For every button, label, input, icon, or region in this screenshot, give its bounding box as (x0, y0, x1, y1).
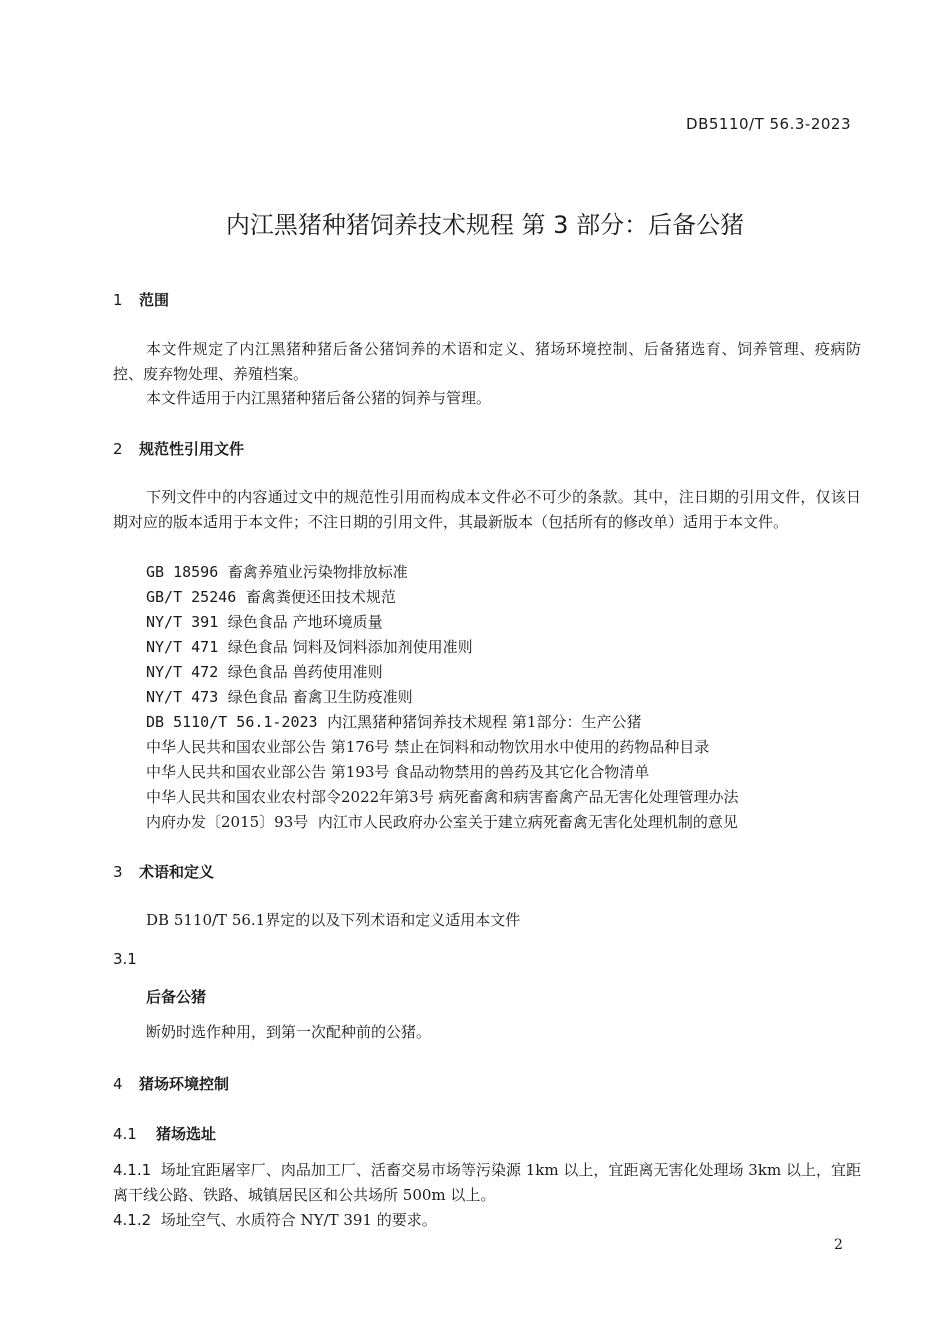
reference-name: 畜禽养殖业污染物排放标准 (227, 563, 408, 581)
reference-item (146, 760, 649, 785)
subsection-4-1-heading (113, 1123, 216, 1144)
section-1-paragraph-1: 本文件规定了内江黑猪种猪后备公猪饲养的术语和定义、猪场环境控制、后备猪选育、饲养管理、疫病防控、废弃物处理、养殖档案。 (113, 340, 861, 383)
reference-code: GB/T 25246 (146, 588, 237, 606)
reference-item (146, 660, 383, 685)
reference-item (146, 710, 641, 735)
reference-code: NY/T 471 (146, 638, 219, 656)
clause-4-1-2 (113, 1208, 861, 1233)
term-title: 后备公猪 (146, 988, 207, 1006)
reference-item (146, 735, 709, 760)
section-3-intro: DB 5110/T 56.1界定的以及下列术语和定义适用本文件 (146, 911, 521, 929)
subsection-number: 4.1 (113, 1125, 137, 1143)
reference-name: 内江市人民政府办公室关于建立病死畜禽无害化处理机制的意见 (317, 813, 738, 831)
section-2-intro: 下列文件中的内容通过文中的规范性引用而构成本文件必不可少的条款。其中，注日期的引用文件，仅该日期对应的版本适用于本文件；不注日期的引用文件，其最新版本（包括所有的修改单）适用于本文件。 (113, 488, 861, 531)
section-number: 4 (113, 1075, 123, 1093)
reference-name: 禁止在饲料和动物饮用水中使用的药物品种目录 (394, 738, 710, 756)
reference-item (146, 785, 739, 810)
section-title: 范围 (139, 291, 170, 309)
section-title: 术语和定义 (139, 863, 215, 881)
reference-item (146, 810, 738, 835)
reference-item (146, 610, 383, 635)
clause-number: 4.1.2 (113, 1211, 152, 1229)
reference-code: 内府办发〔2015〕93号 (146, 813, 309, 831)
section-number: 3 (113, 863, 123, 881)
reference-code: NY/T 472 (146, 663, 219, 681)
reference-name: 绿色食品 畜禽卫生防疫准则 (227, 688, 413, 706)
section-2-heading (113, 438, 244, 459)
reference-item (146, 635, 473, 660)
clause-number: 4.1.1 (113, 1161, 152, 1179)
clause-4-1-1 (113, 1158, 861, 1208)
reference-name: 病死畜禽和病害畜禽产品无害化处理管理办法 (438, 788, 739, 806)
section-1-heading (113, 289, 169, 310)
section-title: 猪场环境控制 (139, 1075, 230, 1093)
reference-name: 绿色食品 产地环境质量 (227, 613, 383, 631)
clause-text: 场址宜距屠宰厂、肉品加工厂、活畜交易市场等污染源 1km 以上，宜距离无害化处理场 3km 以上，宜距离干线公路、铁路、城镇居民区和公共场所 500m 以上。 (113, 1161, 861, 1204)
reference-name: 绿色食品 兽药使用准则 (227, 663, 383, 681)
clause-text: 场址空气、水质符合 NY/T 391 的要求。 (160, 1211, 437, 1229)
section-number: 2 (113, 440, 123, 458)
reference-name: 绿色食品 饲料及饲料添加剂使用准则 (227, 638, 473, 656)
term-number: 3.1 (113, 950, 137, 968)
reference-code: 中华人民共和国农业部公告 第193号 (146, 763, 390, 781)
reference-code: DB 5110/T 56.1-2023 (146, 713, 318, 731)
term-definition: 断奶时选作种用，到第一次配种前的公猪。 (146, 1023, 432, 1041)
section-number: 1 (113, 291, 123, 309)
reference-code: NY/T 391 (146, 613, 219, 631)
reference-name: 食品动物禁用的兽药及其它化合物清单 (394, 763, 650, 781)
section-3-heading (113, 861, 214, 882)
reference-item (146, 560, 408, 585)
subsection-title: 猪场选址 (156, 1125, 217, 1143)
document-id: DB5110/T 56.3-2023 (686, 115, 851, 133)
page-title: 内江黑猪种猪饲养技术规程 第 3 部分：后备公猪 (225, 211, 745, 239)
reference-code: 中华人民共和国农业部公告 第176号 (146, 738, 390, 756)
reference-code: GB 18596 (146, 563, 219, 581)
reference-name: 畜禽粪便还田技术规范 (245, 588, 396, 606)
page-number: 2 (834, 1237, 843, 1253)
section-1-paragraph-2: 本文件适用于内江黑猪种猪后备公猪的饲养与管理。 (146, 389, 492, 407)
section-title: 规范性引用文件 (139, 440, 245, 458)
section-4-heading (113, 1073, 229, 1094)
reference-code: 中华人民共和国农业农村部令2022年第3号 (146, 788, 434, 806)
reference-code: NY/T 473 (146, 688, 219, 706)
reference-item (146, 685, 413, 710)
reference-name: 内江黑猪种猪饲养技术规程 第1部分：生产公猪 (327, 713, 642, 731)
reference-item (146, 585, 396, 610)
